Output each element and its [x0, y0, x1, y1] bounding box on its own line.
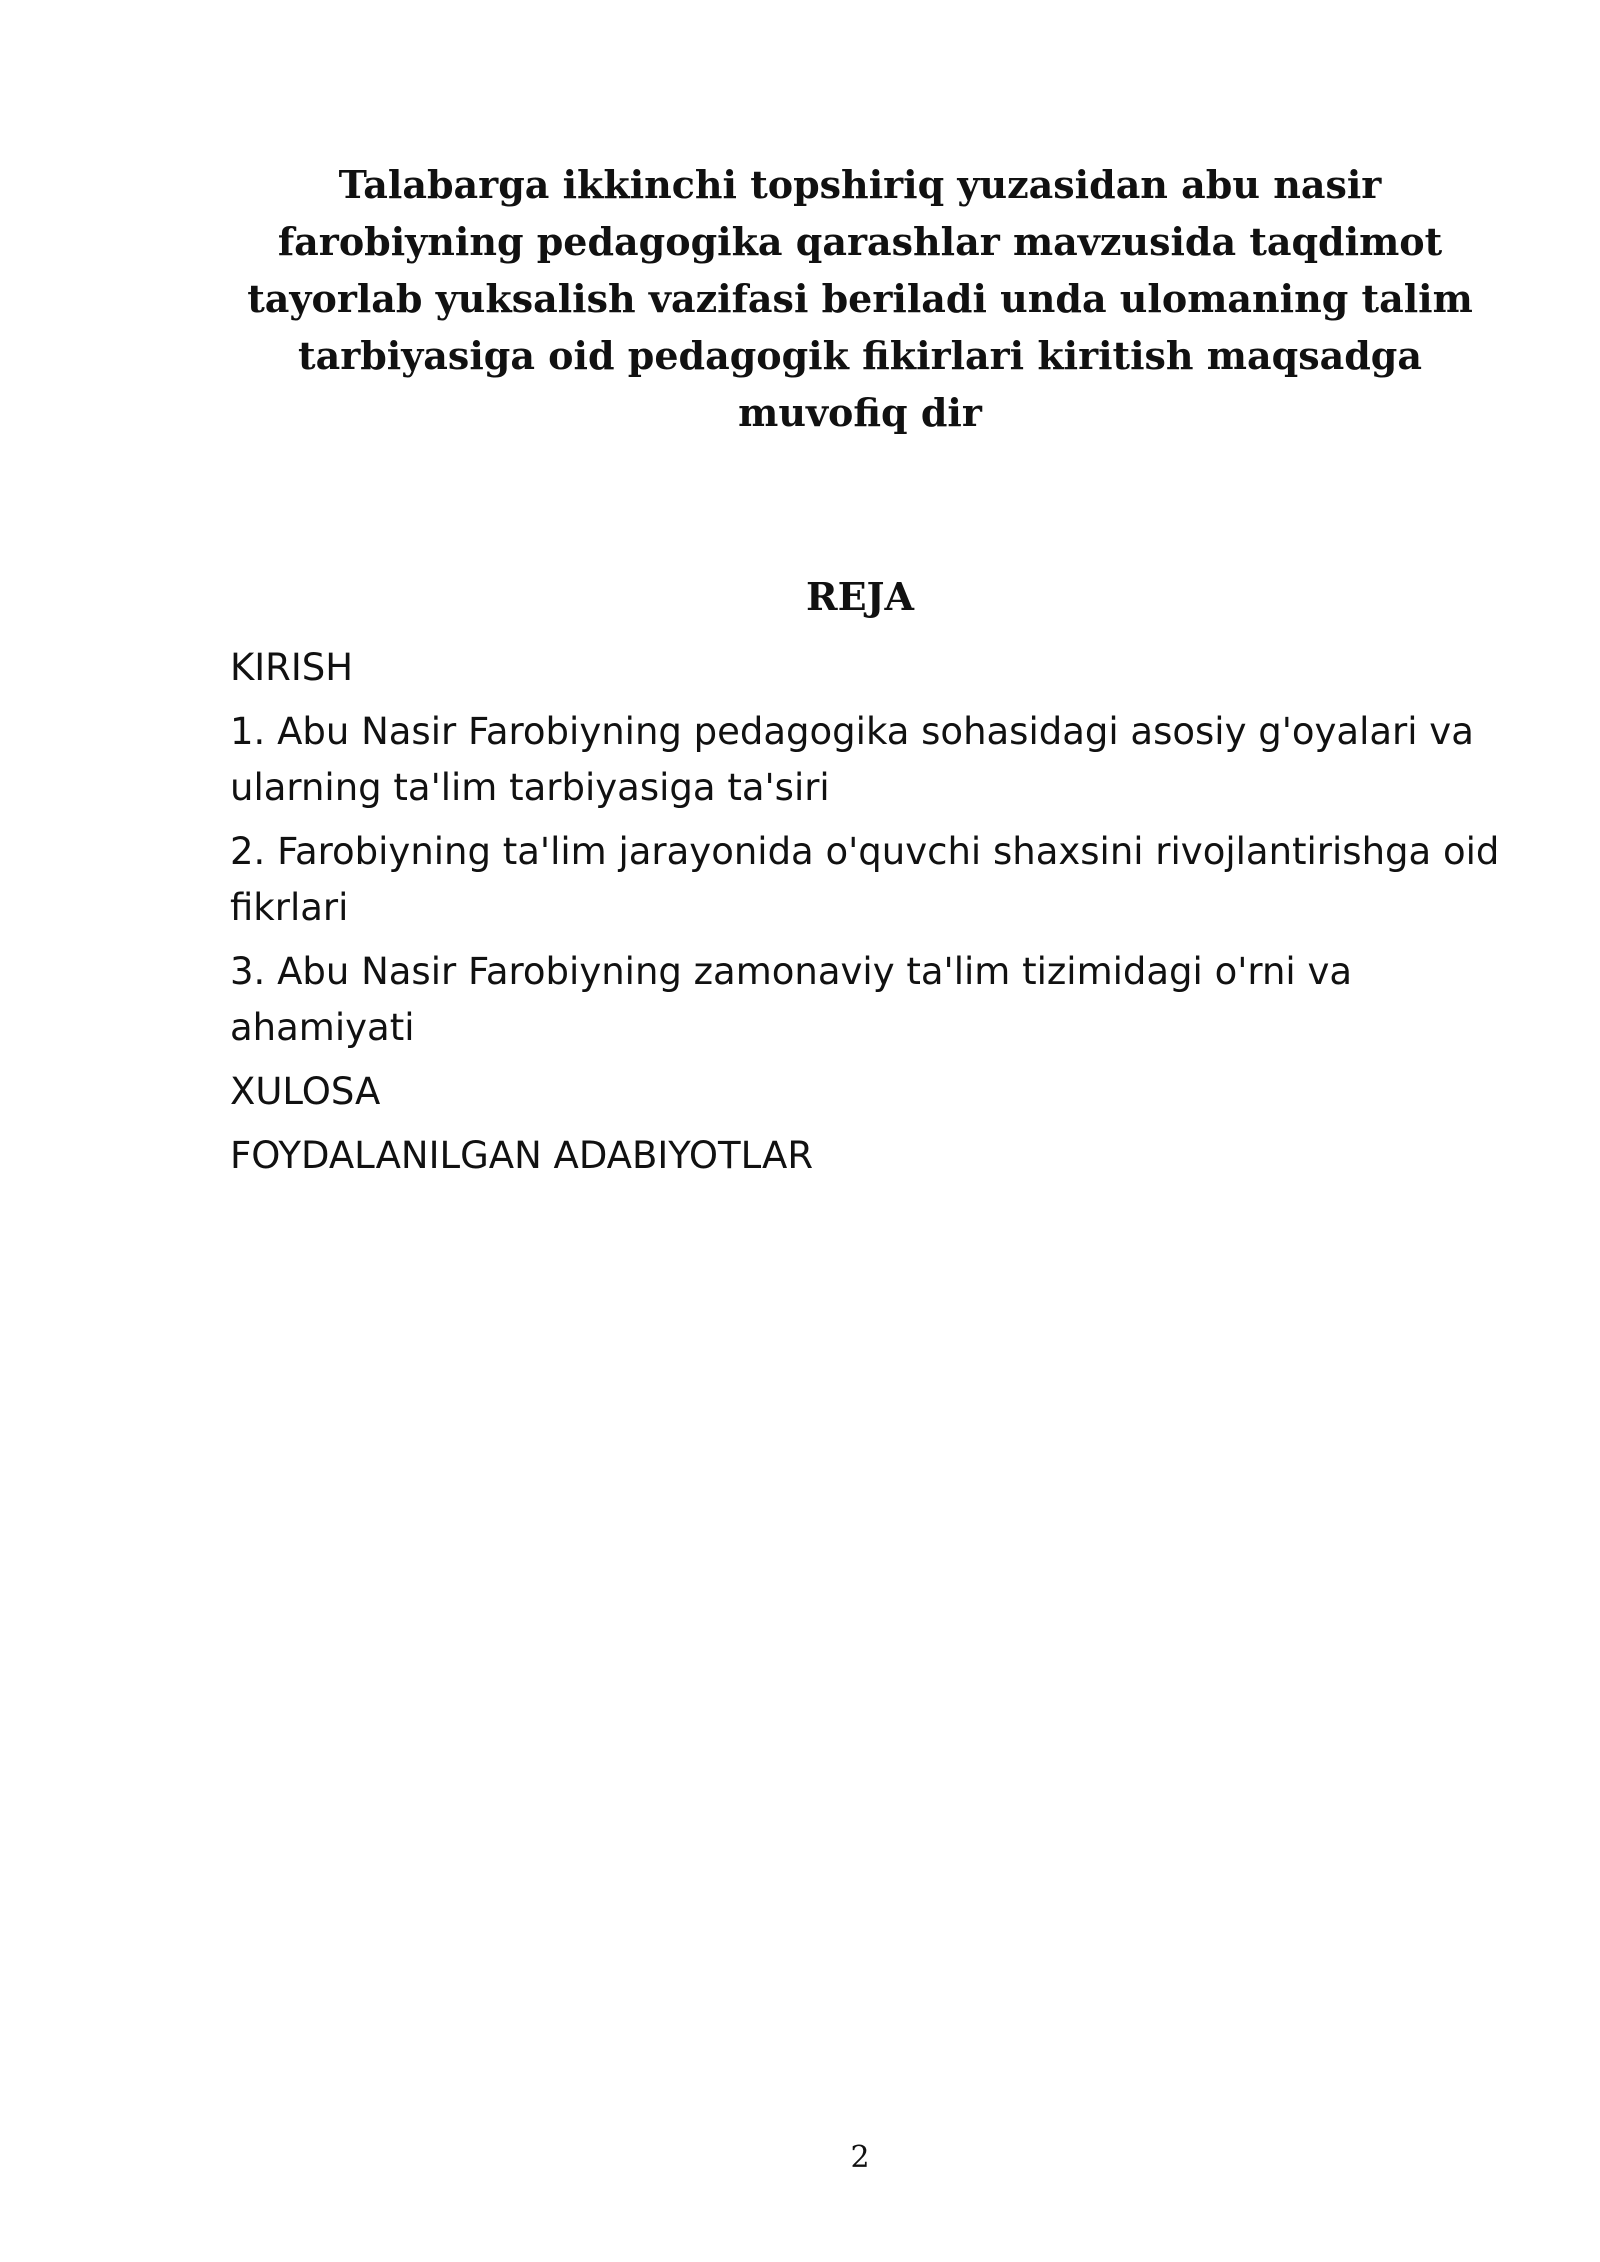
plan-item-references: FOYDALANILGAN ADABIYOTLAR [230, 1134, 814, 1177]
plan-item-introduction: KIRISH [230, 646, 354, 689]
plan-item-2: 2. Farobiyning ta'lim jarayonida o'quvchi shaxsini rivojlantirishga oid fikrlari [230, 830, 1500, 929]
document-title: Talabarga ikkinchi topshiriq yuzasidan abu nasir farobiyning pedagogika qarashlar mavzusida taqdimot tayorlab yuksalish vazifasi beriladi unda ulomaning talim tarbiyasiga oid pedagogik fikirlari kiritish maqsadga muvofiq dir [247, 162, 1473, 435]
plan-item-3: 3. Abu Nasir Farobiyning zamonaviy ta'lim tizimidagi o'rni va ahamiyati [230, 950, 1353, 1049]
plan-item-1: 1. Abu Nasir Farobiyning pedagogika sohasidagi asosiy g'oyalari va ularning ta'lim tarbiyasiga ta'siri [230, 710, 1474, 809]
plan-list [230, 640, 1520, 1192]
plan-item-conclusion: XULOSA [230, 1070, 381, 1113]
page-number: 2 [850, 2140, 870, 2175]
plan-heading: REJA [805, 574, 914, 619]
